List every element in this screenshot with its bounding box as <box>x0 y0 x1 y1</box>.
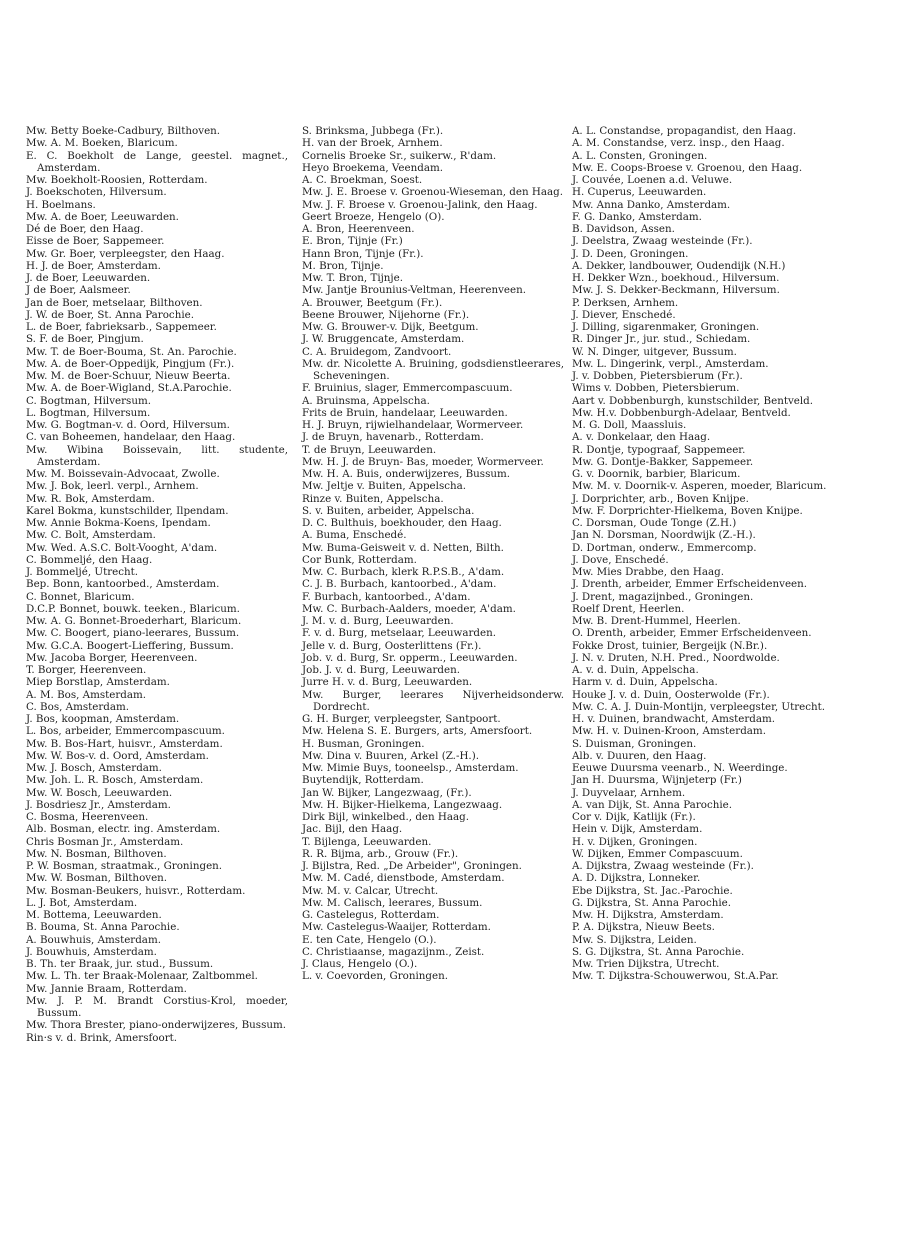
list-entry: Hann Bron, Tijnje (Fr.). <box>302 247 424 260</box>
list-entry: P. Derksen, Arnhem. <box>572 296 679 309</box>
list-entry: T. de Bruyn, Leeuwarden. <box>302 443 437 456</box>
list-entry: B. Bouma, St. Anna Parochie. <box>26 921 180 934</box>
list-entry: Mw. Annie Bokma-Koens, Ipendam. <box>26 517 211 529</box>
list-entry: B. Th. ter Braak, jur. stud., Bussum. <box>26 958 214 970</box>
list-entry: M. Bottema, Leeuwarden. <box>26 909 162 921</box>
list-entry: Mw. Joh. L. R. Bosch, Amsterdam. <box>26 774 204 787</box>
list-entry: A. Bouwhuis, Amsterdam. <box>26 933 161 946</box>
list-entry: H. J. Bruyn, rijwielhandelaar, Wormerveer. <box>302 419 524 431</box>
list-entry: Mw. W. Bosch, Leeuwarden. <box>26 786 173 799</box>
list-entry: P. A. Dijkstra, Nieuw Beets. <box>572 921 715 934</box>
list-entry: A. Buma, Enschedé. <box>302 529 407 542</box>
list-entry: Cor Bunk, Rotterdam. <box>302 553 417 566</box>
list-entry: D.C.P. Bonnet, bouwk. teeken., Blaricum. <box>26 602 240 615</box>
list-entry: G. Dijkstra, St. Anna Parochie. <box>572 896 732 909</box>
list-entry: L. v. Coevorden, Groningen. <box>302 970 448 983</box>
list-entry: F. Burbach, kantoorbed., A'dam. <box>302 590 471 603</box>
list-entry: J. Boekschoten, Hilversum. <box>26 186 167 199</box>
list-entry: J. Bos, koopman, Amsterdam. <box>26 713 180 725</box>
list-entry: J. Bijlstra, Red. „De Arbeider", Groningen. <box>302 860 522 872</box>
list-entry: Mw. H. Bijker-Hielkema, Langezwaag. <box>302 798 503 811</box>
list-entry: Cornelis Broeke Sr., suikerw., R'dam. <box>302 149 497 162</box>
list-entry: E. ten Cate, Hengelo (O.). <box>302 933 437 946</box>
list-entry: J de Boer, Aalsmeer. <box>26 284 131 297</box>
list-entry: T. Bijlenga, Leeuwarden. <box>302 835 432 848</box>
list-entry: Mw. Jannie Braam, Rotterdam. <box>26 982 187 995</box>
list-entry: Mw. Jantje Brounius-Veltman, Heerenveen. <box>302 284 526 297</box>
list-entry: Alb. v. Duuren, den Haag. <box>572 749 707 762</box>
list-entry: C. A. Bruidegom, Zandvoort. <box>302 345 452 358</box>
list-entry: Karel Bokma, kunstschilder, Ilpendam. <box>26 504 229 517</box>
list-entry: C. Bonnet, Blaricum. <box>26 590 135 603</box>
list-entry: A. van Dijk, St. Anna Parochie. <box>572 798 733 811</box>
list-entry: Mw. M. v. Doornik-v. Asperen, moeder, Blaricum. <box>572 480 827 493</box>
list-entry: Aart v. Dobbenburgh, kunstschilder, Bentveld. <box>572 394 814 407</box>
list-entry: Mw. H. J. de Bruyn- Bas, moeder, Wormerveer. <box>302 455 544 468</box>
list-entry: Eisse de Boer, Sappemeer. <box>26 235 165 248</box>
list-entry: S. G. Dijkstra, St. Anna Parochie. <box>572 945 745 958</box>
list-entry: J. Diever, Enschedé. <box>572 308 676 321</box>
list-entry: Mw. B. Drent-Hummel, Heerlen. <box>572 615 741 627</box>
list-entry: D. Dortman, onderw., Emmercomp. <box>572 541 757 554</box>
list-entry: A. D. Dijkstra, Lonneker. <box>572 872 701 885</box>
list-entry: W. N. Dinger, uitgever, Bussum. <box>572 345 737 358</box>
list-entry: Mw. Boekholt-Roosien, Rotterdam. <box>26 174 208 186</box>
list-entry: J. N. v. Druten, N.H. Pred., Noordwolde. <box>572 651 780 664</box>
list-entry: Roelf Drent, Heerlen. <box>572 602 685 615</box>
list-entry: Cor v. Dijk, Katlijk (Fr.). <box>572 811 696 823</box>
list-entry: Mw. C. Burbach-Aalders, moeder, A'dam. <box>302 602 516 615</box>
list-entry: Mw. Wibina Boissevain, litt. studente, Amsterdam. <box>26 443 288 468</box>
list-entry: H. van der Broek, Arnhem. <box>302 137 443 150</box>
list-entry: Jan N. Dorsman, Noordwijk (Z.-H.). <box>572 529 756 542</box>
list-entry: A. C. Broekman, Soest. <box>302 174 423 186</box>
list-entry: Mw. N. Bosman, Bilthoven. <box>26 847 167 860</box>
list-entry: Mw. C. A. J. Duin-Montijn, verpleegster, Utrecht. <box>572 700 826 713</box>
list-entry: H. v. Duinen, brandwacht, Amsterdam. <box>572 713 776 725</box>
column-1 <box>26 125 288 1044</box>
list-entry: Mw. J. F. Broese v. Groenou-Jalink, den Haag. <box>302 198 538 211</box>
list-entry: Dé de Boer, den Haag. <box>26 223 144 235</box>
list-entry: Buytendijk, Rotterdam. <box>302 774 424 787</box>
list-entry: J. W. de Boer, St. Anna Parochie. <box>26 308 194 321</box>
list-entry: Beene Brouwer, Nijehorne (Fr.). <box>302 308 470 321</box>
list-entry: Frits de Bruin, handelaar, Leeuwarden. <box>302 406 508 419</box>
list-entry: A. Dekker, landbouwer, Oudendijk (N.H.) <box>572 259 786 272</box>
list-entry: M. G. Doll, Maassluis. <box>572 419 687 431</box>
column-3 <box>572 125 834 983</box>
list-entry: J. de Boer, Leeuwarden. <box>26 272 151 284</box>
list-entry: Mw. H. A. Buis, onderwijzeres, Bussum. <box>302 468 511 480</box>
list-entry: Mw. J. S. Dekker-Beckmann, Hilversum. <box>572 284 780 297</box>
list-entry: C. Bos, Amsterdam. <box>26 700 130 713</box>
list-entry: Mw. Jacoba Borger, Heerenveen. <box>26 651 198 664</box>
list-entry: J. W. Bruggencate, Amsterdam. <box>302 333 465 346</box>
list-entry: Jan H. Duursma, Wijnjeterp (Fr.) <box>572 774 742 787</box>
list-entry: C. Bosma, Heerenveen. <box>26 811 149 823</box>
list-entry: H. Cuperus, Leeuwarden. <box>572 186 707 199</box>
list-entry: Heyo Broekema, Veendam. <box>302 161 444 174</box>
list-entry: Mw. E. Coops-Broese v. Groenou, den Haag. <box>572 161 803 174</box>
list-entry: Chris Bosman Jr., Amsterdam. <box>26 835 184 848</box>
list-entry: T. Borger, Heerenveen. <box>26 664 147 676</box>
list-entry: Mw. J. E. Broese v. Groenou-Wieseman, den Haag. <box>302 186 563 199</box>
list-entry: W. Dijken, Emmer Compascuum. <box>572 847 743 860</box>
list-entry: E. C. Boekholt de Lange, geestel. magnet., Amsterdam. <box>26 149 288 174</box>
list-entry: Mw. M. Boissevain-Advocaat, Zwolle. <box>26 468 220 480</box>
list-entry: Mw. Bosman-Beukers, huisvr., Rotterdam. <box>26 884 246 897</box>
list-entry: Mw. M. Calisch, leerares, Bussum. <box>302 896 483 909</box>
list-entry: Mw. G. Brouwer-v. Dijk, Beetgum. <box>302 321 479 333</box>
list-entry: Mw. L. Dingerink, verpl., Amsterdam. <box>572 357 769 370</box>
list-entry: R. Dontje, typograaf, Sappemeer. <box>572 443 746 456</box>
list-entry: Mw. H. Dijkstra, Amsterdam. <box>572 909 724 921</box>
list-entry: Mw. A. de Boer, Leeuwarden. <box>26 210 179 223</box>
list-entry: Jan W. Bijker, Langezwaag, (Fr.). <box>302 786 472 799</box>
list-entry: A. M. Bos, Amsterdam. <box>26 688 147 701</box>
list-entry: J. Claus, Hengelo (O.). <box>302 958 418 970</box>
list-entry: L. Bogtman, Hilversum. <box>26 406 151 419</box>
list-entry: Mw. Jeltje v. Buiten, Appelscha. <box>302 480 467 493</box>
list-entry: Mw. G. Dontje-Bakker, Sappemeer. <box>572 455 754 468</box>
list-entry: A. M. Constandse, verz. insp., den Haag. <box>572 137 785 150</box>
list-entry: H. Busman, Groningen. <box>302 737 425 750</box>
list-entry: Mw. S. Dijkstra, Leiden. <box>572 933 697 946</box>
list-entry: Houke J. v. d. Duin, Oosterwolde (Fr.). <box>572 688 770 701</box>
list-entry: L. Bos, arbeider, Emmercompascuum. <box>26 725 225 738</box>
list-entry: Miep Borstlap, Amsterdam. <box>26 676 170 689</box>
list-entry: C. J. B. Burbach, kantoorbed., A'dam. <box>302 578 497 591</box>
list-entry: S. Brinksma, Jubbega (Fr.). <box>302 125 444 137</box>
list-entry: Mw. H.v. Dobbenburgh-Adelaar, Bentveld. <box>572 406 791 419</box>
list-entry: Mw. A. de Boer-Oppedijk, Pingjum (Fr.). <box>26 357 235 370</box>
list-entry: A. L. Consten, Groningen. <box>572 149 708 162</box>
list-entry: Mw. R. Bok, Amsterdam. <box>26 492 155 505</box>
list-entry: H. Dekker Wzn., boekhoud., Hilversum. <box>572 272 780 284</box>
list-entry: J. Dilling, sigarenmaker, Groningen. <box>572 321 760 333</box>
list-entry: Mw. G. Bogtman-v. d. Oord, Hilversum. <box>26 419 230 431</box>
list-entry: Mw. M. v. Calcar, Utrecht. <box>302 884 439 897</box>
list-entry: Mw. W. Bos-v. d. Oord, Amsterdam. <box>26 749 209 762</box>
list-entry: S. v. Buiten, arbeider, Appelscha. <box>302 504 475 517</box>
list-entry: R. R. Bijma, arb., Grouw (Fr.). <box>302 847 459 860</box>
list-entry: J. Couvée, Loenen a.d. Veluwe. <box>572 174 733 186</box>
list-entry: F. v. d. Burg, metselaar, Leeuwarden. <box>302 627 497 640</box>
list-entry: Jac. Bijl, den Haag. <box>302 823 403 836</box>
list-entry: Eeuwe Duursma veenarb., N. Weerdinge. <box>572 762 788 774</box>
list-entry: C. Dorsman, Oude Tonge (Z.H.) <box>572 517 737 529</box>
list-entry: F. Bruinius, slager, Emmercompascuum. <box>302 382 513 395</box>
list-entry: Mw. L. Th. ter Braak-Molenaar, Zaltbommel. <box>26 970 258 983</box>
list-entry: A. Bron, Heerenveen. <box>302 223 415 235</box>
list-entry: J. D. Deen, Groningen. <box>572 247 689 260</box>
list-entry: A. L. Constandse, propagandist, den Haag. <box>572 125 797 137</box>
list-entry: J. v. Dobben, Pietersbierum (Fr.). <box>572 370 743 382</box>
list-entry: Mw. T. Dijkstra-Schouwerwou, St.A.Par. <box>572 970 779 983</box>
column-2 <box>302 125 564 983</box>
list-entry: Mw. T. de Boer-Bouma, St. An. Parochie. <box>26 345 237 358</box>
list-entry: A. v. Donkelaar, den Haag. <box>572 431 711 444</box>
list-entry: Mw. H. v. Duinen-Kroon, Amsterdam. <box>572 725 766 738</box>
list-entry: Mw. F. Dorprichter-Hielkema, Boven Knijpe. <box>572 504 803 517</box>
list-entry: A. Brouwer, Beetgum (Fr.). <box>302 296 443 309</box>
list-entry: C. van Boheemen, handelaar, den Haag. <box>26 431 236 444</box>
list-entry: Mw. Betty Boeke-Cadbury, Bilthoven. <box>26 125 221 137</box>
list-entry: Fokke Drost, tuinier, Bergeijk (N.Br.). <box>572 639 768 652</box>
list-entry: Mw. J. P. M. Brandt Corstius-Krol, moeder, Bussum. <box>26 994 288 1019</box>
list-entry: Rinze v. Buiten, Appelscha. <box>302 492 444 505</box>
list-entry: Mw. C. Boogert, piano-leerares, Bussum. <box>26 627 240 640</box>
list-entry: S. Duisman, Groningen. <box>572 737 697 750</box>
list-entry: J. Drent, magazijnbed., Groningen. <box>572 590 754 603</box>
list-entry: Harm v. d. Duin, Appelscha. <box>572 676 718 689</box>
list-entry: L. de Boer, fabrieksarb., Sappemeer. <box>26 321 217 333</box>
list-entry: J. de Bruyn, havenarb., Rotterdam. <box>302 431 484 444</box>
list-entry: Mw. A. M. Boeken, Blaricum. <box>26 137 178 150</box>
list-entry: Ebe Dijkstra, St. Jac.-Parochie. <box>572 884 733 897</box>
list-entry: Hein v. Dijk, Amsterdam. <box>572 823 703 836</box>
list-entry: H. Boelmans. <box>26 198 96 211</box>
list-entry: Mw. C. Burbach, klerk R.P.S.B., A'dam. <box>302 566 505 578</box>
list-entry: S. F. de Boer, Pingjum. <box>26 333 144 346</box>
list-entry: Job. J. v. d. Burg, Leeuwarden. <box>302 664 460 676</box>
list-entry: G. v. Doornik, barbier, Blaricum. <box>572 468 741 480</box>
list-entry: Mw. Gr. Boer, verpleegster, den Haag. <box>26 247 225 260</box>
list-entry: F. G. Danko, Amsterdam. <box>572 210 702 223</box>
list-entry: Mw. Wed. A.S.C. Bolt-Vooght, A'dam. <box>26 541 218 554</box>
list-entry: Mw. Buma-Geisweit v. d. Netten, Bilth. <box>302 541 504 554</box>
list-entry: G. Castelegus, Rotterdam. <box>302 909 440 921</box>
list-entry: Mw. Burger, leerares Nijverheidsonderw. Dordrecht. <box>302 688 564 713</box>
list-entry: C. Bogtman, Hilversum. <box>26 394 151 407</box>
list-entry: Mw. Trien Dijkstra, Utrecht. <box>572 958 720 970</box>
list-entry: Bep. Bonn, kantoorbed., Amsterdam. <box>26 578 220 591</box>
list-entry: H. v. Dijken, Groningen. <box>572 835 698 848</box>
list-entry: Mw. C. Bolt, Amsterdam. <box>26 529 156 542</box>
list-entry: Mw. Mies Drabbe, den Haag. <box>572 566 725 578</box>
list-entry: Mw. dr. Nicolette A. Bruining, godsdienstleerares, Scheveningen. <box>302 357 564 382</box>
list-entry: Mw. Castelegus-Waaijer, Rotterdam. <box>302 921 491 934</box>
list-entry: E. Bron, Tijnje (Fr.) <box>302 235 403 248</box>
list-entry: A. v. d. Duin, Appelscha. <box>572 664 699 676</box>
list-entry: Jan de Boer, metselaar, Bilthoven. <box>26 296 203 309</box>
list-entry: J. Deelstra, Zwaag westeinde (Fr.). <box>572 235 753 248</box>
list-entry: J. Drenth, arbeider, Emmer Erfscheidenveen. <box>572 578 808 591</box>
list-entry: Mw. Mimie Buys, tooneelsp., Amsterdam. <box>302 762 519 774</box>
list-entry: Alb. Bosman, electr. ing. Amsterdam. <box>26 823 221 836</box>
list-entry: A. Bruinsma, Appelscha. <box>302 394 430 407</box>
list-entry: Rin·s v. d. Brink, Amersfoort. <box>26 1031 178 1044</box>
list-entry: L. J. Bot, Amsterdam. <box>26 896 138 909</box>
list-entry: Jelle v. d. Burg, Oosterlittens (Fr.). <box>302 639 482 652</box>
list-entry: J. Bouwhuis, Amsterdam. <box>26 945 157 958</box>
list-entry: D. C. Bulthuis, boekhouder, den Haag. <box>302 517 502 529</box>
list-entry: C. Christiaanse, magazijnm., Zeist. <box>302 945 485 958</box>
list-entry: G. H. Burger, verpleegster, Santpoort. <box>302 713 501 725</box>
list-entry: A. Dijkstra, Zwaag westeinde (Fr.). <box>572 860 754 872</box>
list-entry: Mw. A. de Boer-Wigland, St.A.Parochie. <box>26 382 232 395</box>
list-entry: J. Bosdriesz Jr., Amsterdam. <box>26 798 171 811</box>
list-entry: Mw. M. de Boer-Schuur, Nieuw Beerta. <box>26 370 231 382</box>
list-entry: H. J. de Boer, Amsterdam. <box>26 259 161 272</box>
list-entry: Mw. G.C.A. Boogert-Lieffering, Bussum. <box>26 639 234 652</box>
list-entry: Mw. B. Bos-Hart, huisvr., Amsterdam. <box>26 737 223 750</box>
list-entry: Dirk Bijl, winkelbed., den Haag. <box>302 811 470 823</box>
list-entry: Job. v. d. Burg, Sr. opperm., Leeuwarden. <box>302 651 518 664</box>
list-entry: P. W. Bosman, straatmak., Groningen. <box>26 860 223 872</box>
list-entry: Mw. J. Bosch, Amsterdam. <box>26 762 162 774</box>
list-entry: J. Duyvelaar, Arnhem. <box>572 786 686 799</box>
list-entry: Mw. Helena S. E. Burgers, arts, Amersfoort. <box>302 725 533 738</box>
list-entry: Mw. Anna Danko, Amsterdam. <box>572 198 731 211</box>
list-entry: Mw. W. Bosman, Bilthoven. <box>26 872 168 885</box>
list-entry: O. Drenth, arbeider, Emmer Erfscheidenveen. <box>572 627 812 640</box>
list-entry: J. M. v. d. Burg, Leeuwarden. <box>302 615 454 627</box>
list-entry: Geert Broeze, Hengelo (O). <box>302 210 445 223</box>
list-entry: Mw. Thora Brester, piano-onderwijzeres, Bussum. <box>26 1019 287 1032</box>
list-entry: M. Bron, Tijnje. <box>302 259 384 272</box>
list-entry: J. Bommeljé, Utrecht. <box>26 566 139 578</box>
list-entry: R. Dinger Jr., jur. stud., Schiedam. <box>572 333 751 346</box>
list-entry: Jurre H. v. d. Burg, Leeuwarden. <box>302 676 473 689</box>
list-entry: Wims v. Dobben, Pietersbierum. <box>572 382 740 395</box>
list-entry: Mw. Dina v. Buuren, Arkel (Z.-H.). <box>302 749 479 762</box>
list-entry: Mw. J. Bok, leerl. verpl., Arnhem. <box>26 480 199 493</box>
list-entry: C. Bommeljé, den Haag. <box>26 553 153 566</box>
list-entry: J. Dorprichter, arb., Boven Knijpe. <box>572 492 749 505</box>
list-entry: Mw. A. G. Bonnet-Broederhart, Blaricum. <box>26 615 242 627</box>
list-entry: J. Dove, Enschedé. <box>572 553 669 566</box>
list-entry: Mw. M. Cadé, dienstbode, Amsterdam. <box>302 872 505 885</box>
list-entry: Mw. T. Bron, Tijnje. <box>302 272 403 284</box>
list-entry: B. Davidson, Assen. <box>572 223 675 235</box>
